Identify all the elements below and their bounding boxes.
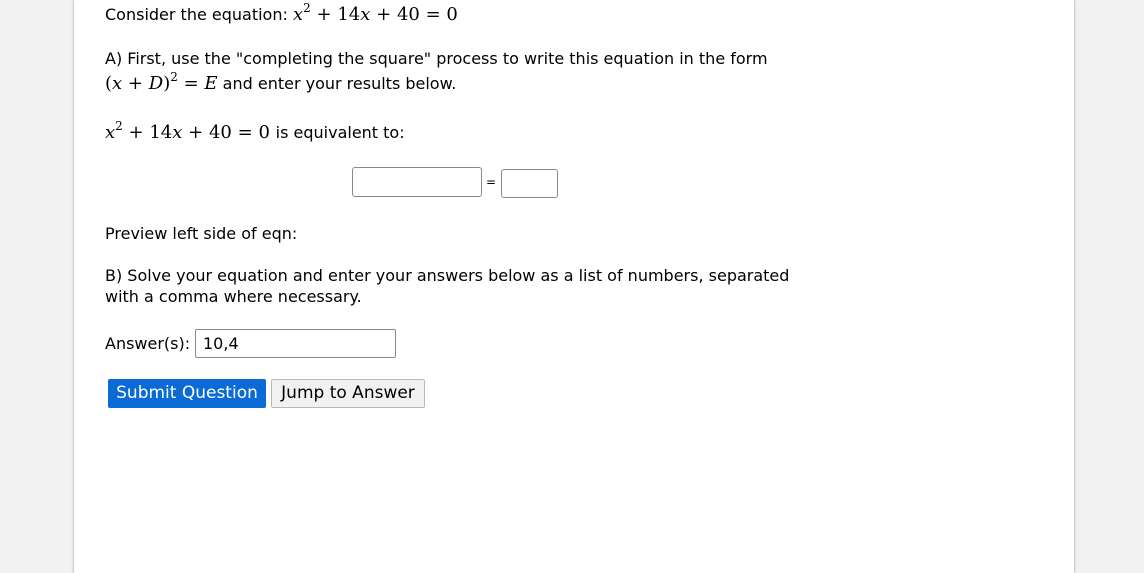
answers-label: Answer(s): <box>105 334 191 353</box>
main-equation: $x^2 + 14x + 40 = 0$ <box>292 1 458 25</box>
submit-question-button[interactable]: Submit Question <box>108 379 266 408</box>
part-a-instruction: and enter your results below. <box>222 74 457 93</box>
part-a-form-line <box>105 70 457 94</box>
left-side-input[interactable] <box>352 167 482 197</box>
answers-input[interactable]: 10,4 <box>195 329 396 358</box>
target-form: $(x + D)^2 = E$ <box>105 70 218 94</box>
equation-restated: $x^2 + 14x + 40 = 0$ <box>105 119 270 143</box>
right-side-input[interactable] <box>501 169 558 198</box>
equation-statement <box>105 1 458 25</box>
part-a-text: A) First, use the "completing the square" process to write this equation in the form <box>105 49 768 68</box>
preview-label: Preview left side of eqn: <box>105 224 298 243</box>
jump-to-answer-button[interactable]: Jump to Answer <box>271 379 425 408</box>
question-panel <box>74 0 1074 573</box>
equals-sign: = <box>486 175 497 189</box>
equivalent-line <box>105 119 405 143</box>
intro-label: Consider the equation: <box>105 5 288 24</box>
part-b-text-line1: B) Solve your equation and enter your answers below as a list of numbers, separated <box>105 266 790 285</box>
equivalent-label: is equivalent to: <box>275 123 405 142</box>
part-b-text-line2: with a comma where necessary. <box>105 287 362 306</box>
